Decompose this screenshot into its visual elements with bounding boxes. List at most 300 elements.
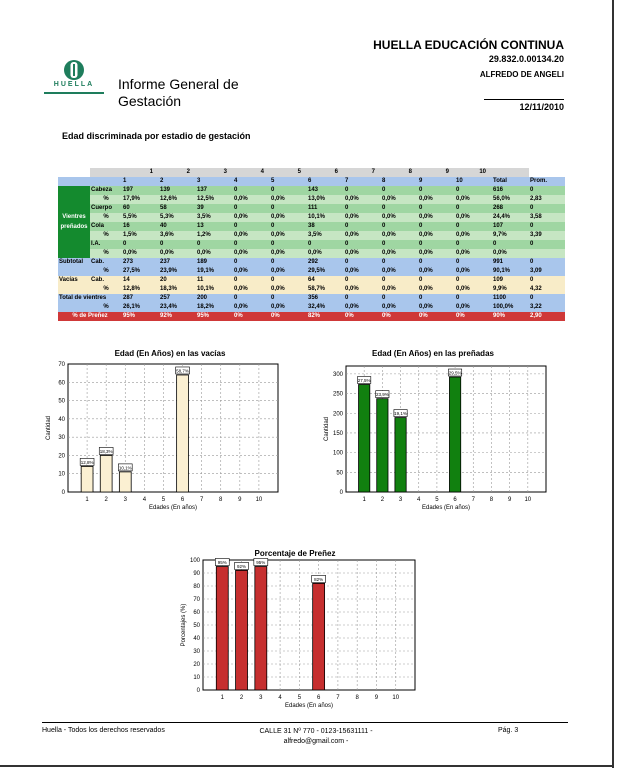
table-value: 0 — [233, 222, 270, 231]
table-value: 5,5% — [122, 213, 159, 222]
table-value: 0,0% — [270, 303, 307, 312]
table-value: 0,0% — [159, 249, 196, 258]
table-value: 0 — [344, 258, 381, 267]
bar — [255, 567, 267, 691]
table-row-label: Cab. — [90, 276, 122, 285]
table-value: 20 — [159, 276, 196, 285]
x-tick-label: 7 — [471, 497, 475, 503]
y-tick-label: 50 — [336, 470, 343, 477]
table-value: 0,0% — [418, 267, 455, 276]
table-column-header: 4 — [233, 177, 270, 186]
table-top-number: 9 — [418, 168, 455, 177]
plot-area — [68, 364, 278, 492]
table-value: 26,1% — [122, 303, 159, 312]
y-tick-label: 80 — [193, 584, 200, 590]
table-value: 0,0% — [270, 213, 307, 222]
y-tick-label: 60 — [193, 610, 200, 616]
table-value: 3,5% — [196, 213, 233, 222]
table-value: 0,0% — [418, 231, 455, 240]
y-tick-label: 20 — [193, 662, 200, 668]
table-value: 0 — [270, 294, 307, 303]
table-value: 0 — [159, 240, 196, 249]
table-row-label: Cuerpo — [90, 204, 122, 213]
table-value: 0,0% — [418, 213, 455, 222]
table-value: 0,0% — [233, 195, 270, 204]
data-label: 58,7% — [176, 368, 189, 374]
y-tick-label: 150 — [332, 430, 343, 437]
y-tick-label: 50 — [58, 398, 65, 405]
table-row-pregnant-pct — [58, 213, 565, 222]
table-row-total-pct — [58, 303, 565, 312]
data-label: 82% — [314, 576, 324, 582]
table-value: 0 — [233, 204, 270, 213]
x-tick-label: 5 — [435, 497, 439, 503]
table-value: 0,0% — [381, 249, 418, 258]
footer-contact — [236, 727, 396, 747]
table-column-header: 9 — [418, 177, 455, 186]
x-tick-label: 5 — [297, 695, 302, 701]
table-value: 0 — [122, 240, 159, 249]
x-tick-label: 8 — [489, 497, 494, 503]
table-value: 189 — [196, 258, 233, 267]
x-axis-title: Edades (En años) — [148, 505, 198, 511]
table-value: 10,1% — [307, 213, 344, 222]
table-value: 0 — [344, 222, 381, 231]
table-row-pregnant-cab — [58, 186, 565, 195]
table-value: 60 — [122, 204, 159, 213]
table-value: 0 — [418, 294, 455, 303]
table-value: 0 — [233, 186, 270, 195]
table-value: 0 — [529, 186, 565, 195]
bar — [177, 375, 189, 492]
x-tick-label: 3 — [123, 497, 127, 503]
table-value: 0,0% — [455, 249, 492, 258]
table-value: 1,5% — [122, 231, 159, 240]
table-value: 1,2% — [196, 231, 233, 240]
table-column-header: Total — [492, 177, 529, 186]
table-value: 0 — [418, 276, 455, 285]
chart-title-pregnancy-rate: Porcentaje de Preñez — [254, 549, 336, 558]
table-value: 0,0% — [344, 213, 381, 222]
table-value: 0,0% — [233, 231, 270, 240]
table-value: 197 — [122, 186, 159, 195]
table-value: 0% — [381, 312, 418, 321]
table-value: 2,90 — [529, 312, 565, 321]
table-value: 0 — [307, 240, 344, 249]
table-value: 0% — [344, 312, 381, 321]
table-value: 90% — [492, 312, 529, 321]
data-label: 95% — [256, 560, 266, 565]
table-value: 0 — [270, 204, 307, 213]
page-border-right — [612, 0, 614, 768]
table-value: 0 — [344, 294, 381, 303]
table-value: 0 — [455, 240, 492, 249]
table-value: 0 — [529, 258, 565, 267]
table-value: 3,22 — [529, 303, 565, 312]
table-value: 0,0% — [233, 267, 270, 276]
table-value: 0,0% — [196, 249, 233, 258]
table-value: 0 — [529, 276, 565, 285]
table-row-pregnant-pct — [58, 195, 565, 204]
y-tick-label: 40 — [58, 416, 65, 423]
table-body — [58, 168, 565, 321]
table-value: 1100 — [492, 294, 529, 303]
table-value: 0 — [344, 186, 381, 195]
x-tick-label: 4 — [278, 695, 282, 701]
y-tick-label: 20 — [58, 453, 65, 460]
table-value: 0,0% — [270, 267, 307, 276]
table-value: 82% — [307, 312, 344, 321]
logo — [40, 58, 108, 98]
table-value: 139 — [159, 186, 196, 195]
bar — [449, 377, 460, 492]
table-value: 109 — [492, 276, 529, 285]
table-value: 0 — [418, 258, 455, 267]
table-top-number: 4 — [233, 168, 270, 177]
table-row-label: % — [90, 249, 122, 258]
x-tick-label: 6 — [316, 695, 321, 701]
table-value: 0 — [529, 222, 565, 231]
table-top-number-row — [58, 168, 565, 177]
table-value: 0,0% — [270, 285, 307, 294]
table-value: 237 — [159, 258, 196, 267]
y-tick-label: 70 — [193, 597, 200, 603]
table-value: 0,0% — [381, 213, 418, 222]
table-value: 273 — [122, 258, 159, 267]
x-tick-label: 3 — [398, 497, 403, 503]
table-value: 292 — [307, 258, 344, 267]
table-value: 0,0% — [455, 231, 492, 240]
table-value: 90,1% — [492, 267, 529, 276]
table-value: 2,83 — [529, 195, 565, 204]
table-column-header: 2 — [159, 177, 196, 186]
table-header-row — [58, 177, 565, 186]
table-row-label: % — [90, 213, 122, 222]
table-row-pregnant-pct — [58, 231, 565, 240]
logo-text: HUELLA — [53, 81, 95, 88]
table-value: 143 — [307, 186, 344, 195]
data-label: 95% — [217, 560, 227, 565]
table-row-empty-pct — [58, 285, 565, 294]
table-row-label: Cabeza — [90, 186, 122, 195]
table-value: 100,0% — [492, 303, 529, 312]
table-value: 0% — [233, 312, 270, 321]
report-date: 12/11/2010 — [484, 99, 564, 112]
y-tick-label: 40 — [193, 636, 200, 642]
table-value: 38 — [307, 222, 344, 231]
table-value: 23,4% — [159, 303, 196, 312]
table-value: 24,4% — [492, 213, 529, 222]
data-label: 19,1% — [394, 411, 407, 417]
table-value: 257 — [159, 294, 196, 303]
page-border-bottom — [0, 765, 614, 767]
x-tick-label: 8 — [219, 497, 223, 503]
table-top-number: 5 — [270, 168, 307, 177]
table-value: 56,0% — [492, 195, 529, 204]
table-top-number: 2 — [159, 168, 196, 177]
table-column-header: 7 — [344, 177, 381, 186]
table-row-label: % — [90, 231, 122, 240]
table-value: 137 — [196, 186, 233, 195]
data-label: 18,3% — [99, 448, 113, 454]
data-label: 92% — [237, 563, 247, 569]
table-value: 0,0% — [270, 231, 307, 240]
table-value: 13 — [196, 222, 233, 231]
y-tick-label: 300 — [332, 371, 343, 378]
chart-pregnancy-rate — [165, 556, 425, 718]
owner-name: ALFREDO DE ANGELI — [479, 70, 564, 79]
report-title: Informe General de Gestación — [118, 76, 239, 109]
table-row-label: I.A. — [90, 240, 122, 249]
table-top-number: 10 — [455, 168, 492, 177]
table-value: 0,0% — [455, 285, 492, 294]
table-value: 0 — [270, 222, 307, 231]
table-total-label: Total de vientres — [58, 294, 122, 303]
table-top-number: 8 — [381, 168, 418, 177]
x-axis-title: Edades (En años) — [284, 703, 334, 709]
table-value: 991 — [492, 258, 529, 267]
table-value — [529, 249, 565, 258]
table-value: 0 — [381, 204, 418, 213]
table-value: 0,0% — [455, 213, 492, 222]
table-value: 0,0% — [344, 231, 381, 240]
table-row-subtotal-cab — [58, 258, 565, 267]
footer-address: CALLE 31 Nº 770 - 0123-15631111 - — [259, 728, 373, 735]
table-value: 29,5% — [307, 267, 344, 276]
table-value: 0,0% — [233, 303, 270, 312]
y-tick-label: 0 — [196, 688, 200, 694]
x-tick-label: 1 — [85, 497, 89, 503]
x-tick-label: 5 — [161, 497, 166, 503]
table-blank-cell — [58, 177, 90, 186]
table-value: 64 — [307, 276, 344, 285]
x-tick-label: 9 — [507, 497, 512, 503]
table-row-pregnant-cab — [58, 240, 565, 249]
table-column-header: 6 — [307, 177, 344, 186]
table-value: 0 — [344, 240, 381, 249]
x-tick-label: 10 — [392, 695, 400, 701]
bar — [216, 567, 228, 691]
bar — [377, 399, 388, 492]
y-tick-label: 50 — [193, 623, 200, 629]
y-tick-label: 250 — [332, 391, 343, 398]
table-row-label: % — [90, 195, 122, 204]
table-value: 3,6% — [159, 231, 196, 240]
gestation-table — [58, 168, 565, 321]
x-tick-label: 9 — [374, 695, 379, 701]
table-value: 0,0% — [344, 285, 381, 294]
x-tick-label: 1 — [220, 695, 224, 701]
table-value: 0 — [455, 276, 492, 285]
table-value: 0 — [233, 276, 270, 285]
table-pregnancy-rate-label: % de Preñez — [58, 312, 122, 321]
table-value: 0,0% — [381, 303, 418, 312]
table-value: 0,0% — [381, 231, 418, 240]
table-value: 3,58 — [529, 213, 565, 222]
y-tick-label: 70 — [58, 362, 65, 368]
y-tick-label: 10 — [193, 675, 200, 681]
table-value: 0,0% — [307, 249, 344, 258]
table-value: 13,0% — [307, 195, 344, 204]
table-value: 0,0% — [418, 303, 455, 312]
table-value: 0,0% — [270, 249, 307, 258]
x-tick-label: 3 — [259, 695, 263, 701]
table-value: 107 — [492, 222, 529, 231]
data-label: 12,8% — [80, 459, 94, 465]
table-value: 9,7% — [492, 231, 529, 240]
plot-area — [346, 366, 546, 492]
table-row-pregnant-cab — [58, 222, 565, 231]
table-value: 0 — [233, 258, 270, 267]
table-row-label: % — [90, 285, 122, 294]
table-value: 12,8% — [122, 285, 159, 294]
bar — [100, 455, 112, 492]
table-value: 0,0% — [233, 213, 270, 222]
table-value: 0 — [381, 186, 418, 195]
table-blank-cell — [58, 285, 90, 294]
table-row-total-cab — [58, 294, 565, 303]
table-value: 92% — [159, 312, 196, 321]
y-tick-label: 100 — [332, 450, 343, 457]
bar — [119, 472, 131, 492]
table-value: 17,9% — [122, 195, 159, 204]
table-value: 0,0% — [233, 249, 270, 258]
y-tick-label: 100 — [189, 558, 200, 564]
table-row-label: Cola — [90, 222, 122, 231]
table-row-pregnancy-rate — [58, 312, 565, 321]
table-blank-cell — [90, 168, 122, 177]
table-value: 39 — [196, 204, 233, 213]
table-value: 0,0% — [344, 267, 381, 276]
table-row-subtotal-pct — [58, 267, 565, 276]
table-blank-cell — [90, 177, 122, 186]
table-column-header: 1 — [122, 177, 159, 186]
table-value: 0,0% — [418, 249, 455, 258]
y-tick-label: 30 — [58, 435, 65, 442]
table-value: 40 — [159, 222, 196, 231]
table-value: 0,0% — [418, 195, 455, 204]
table-value: 0 — [455, 222, 492, 231]
chart-pregnant-by-age — [308, 358, 558, 518]
table-row-pregnant-pct — [58, 249, 565, 258]
table-column-header: 3 — [196, 177, 233, 186]
table-value: 0,0% — [455, 267, 492, 276]
bar — [359, 385, 370, 492]
table-top-number: 7 — [344, 168, 381, 177]
table-value: 0 — [381, 258, 418, 267]
table-value: 95% — [122, 312, 159, 321]
table-value: 23,9% — [159, 267, 196, 276]
y-tick-label: 30 — [193, 649, 200, 655]
table-value: 16 — [122, 222, 159, 231]
chart-empty-by-age — [30, 358, 290, 518]
table-value: 0 — [455, 204, 492, 213]
table-value: 0 — [418, 186, 455, 195]
table-value: 0 — [381, 240, 418, 249]
table-value: 0 — [270, 186, 307, 195]
group-label-line-2: preñados — [60, 224, 88, 230]
y-tick-label: 0 — [339, 490, 343, 496]
y-axis-title: Cantidad — [324, 416, 330, 442]
table-value: 3,09 — [529, 267, 565, 276]
table-top-number: 1 — [122, 168, 159, 177]
table-column-header: 8 — [381, 177, 418, 186]
table-value: 0 — [381, 222, 418, 231]
table-column-header: Prom. — [529, 177, 565, 186]
table-value: 95% — [196, 312, 233, 321]
table-value: 12,5% — [196, 195, 233, 204]
table-value: 5,3% — [159, 213, 196, 222]
table-value: 0 — [455, 294, 492, 303]
table-value: 3,39 — [529, 231, 565, 240]
y-tick-label: 200 — [332, 411, 343, 418]
data-label: 29,5% — [448, 370, 462, 376]
data-label: 10,1% — [118, 465, 132, 471]
table-value: 356 — [307, 294, 344, 303]
table-blank-cell — [58, 168, 90, 177]
table-value: 0 — [455, 258, 492, 267]
table-value: 0 — [381, 294, 418, 303]
table-value: 268 — [492, 204, 529, 213]
group-label-line-1: Vientres — [62, 214, 86, 220]
x-tick-label: 4 — [417, 497, 421, 503]
table-value: 0 — [492, 240, 529, 249]
y-tick-label: 0 — [61, 490, 65, 496]
x-tick-label: 8 — [355, 695, 359, 701]
bar — [395, 418, 406, 492]
table-value: 0,0% — [418, 285, 455, 294]
table-value: 0,0% — [122, 249, 159, 258]
bar — [81, 466, 93, 492]
table-row-label: % — [90, 303, 122, 312]
table-value: 0 — [270, 258, 307, 267]
table-value: 32,4% — [307, 303, 344, 312]
table-value: 10,1% — [196, 285, 233, 294]
table-value: 0,0% — [233, 285, 270, 294]
table-value: 111 — [307, 204, 344, 213]
table-value: 58,7% — [307, 285, 344, 294]
table-value: 0 — [529, 204, 565, 213]
table-blank-cell — [58, 267, 90, 276]
table-value: 0,0% — [381, 267, 418, 276]
chart-title-pregnant: Edad (En Años) en las preñadas — [372, 349, 494, 358]
table-value: 0 — [233, 240, 270, 249]
table-value: 4,32 — [529, 285, 565, 294]
table-empty-label: Vacías — [58, 276, 90, 285]
table-value: 0% — [270, 312, 307, 321]
table-value: 0,0% — [455, 303, 492, 312]
x-tick-label: 10 — [255, 497, 263, 503]
section-title: Edad discriminada por estadio de gestación — [62, 131, 251, 141]
table-value: 0 — [418, 222, 455, 231]
y-tick-label: 60 — [58, 380, 65, 387]
table-value: 0,0% — [344, 195, 381, 204]
footer-divider — [42, 722, 568, 723]
table-column-header: 10 — [455, 177, 492, 186]
logo-mark-icon — [40, 58, 108, 98]
table-value: 0,0% — [270, 195, 307, 204]
table-value: 18,3% — [159, 285, 196, 294]
table-column-header: 5 — [270, 177, 307, 186]
x-tick-label: 10 — [524, 497, 532, 503]
table-value: 0,0% — [381, 195, 418, 204]
x-tick-label: 6 — [180, 497, 185, 503]
table-value: 0,0% — [381, 285, 418, 294]
y-axis-title: Cantidad — [46, 415, 52, 441]
table-value: 0 — [529, 240, 565, 249]
table-value: 287 — [122, 294, 159, 303]
x-tick-label: 7 — [336, 695, 340, 701]
